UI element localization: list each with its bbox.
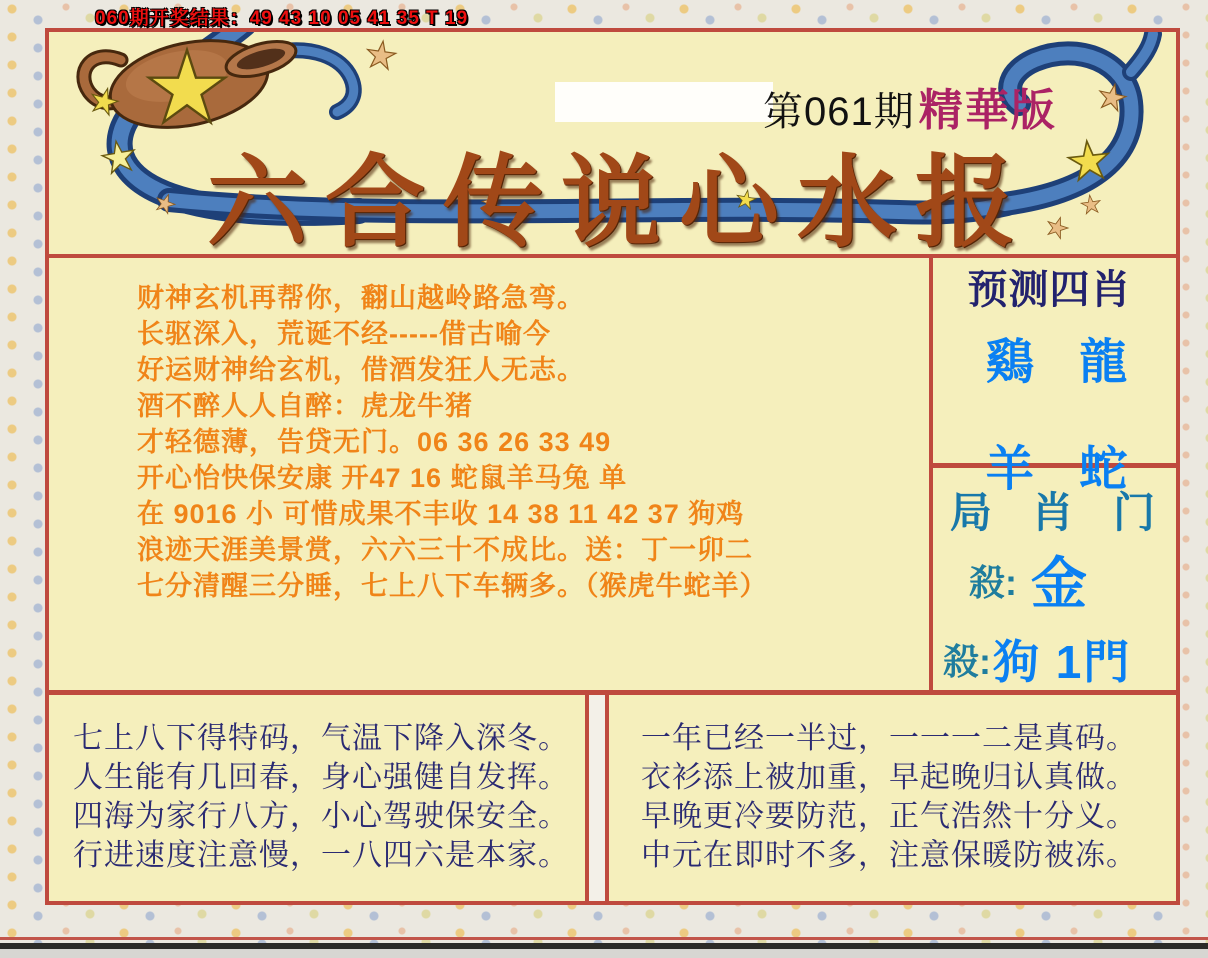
kill-metal-line [969, 540, 1176, 620]
kill-metal-value: 金 [1031, 552, 1087, 615]
poem-line: 衣衫添上被加重，早起晚归认真做。 [641, 761, 1137, 794]
right-column [929, 258, 1176, 690]
bottom-section [49, 695, 1176, 901]
panel-gap [589, 695, 605, 901]
prophecy-line: 在 9016 小 可惜成果不丰收 14 38 11 42 37 狗鸡 [137, 499, 745, 529]
kill-dog-line [943, 626, 1176, 692]
kill-label: 殺: [969, 561, 1017, 603]
middle-section [49, 258, 1176, 695]
edition-label: 精華版 [918, 86, 1057, 135]
poem-line: 早晚更冷要防范，正气浩然十分义。 [641, 800, 1137, 833]
masthead-title: 六合传说心水报 [207, 148, 1033, 258]
poem-line: 一年已经一半过，一一一二是真码。 [641, 722, 1137, 755]
prophecy-line: 财神玄机再帮你，翻山越岭路急弯。 [137, 283, 585, 313]
header-banner [49, 32, 1176, 258]
previous-draw-result: 060期开奖结果：49 43 10 05 41 35 T 19 [95, 8, 469, 29]
prophecy-line: 酒不醉人人自醉：虎龙牛猪 [137, 391, 473, 421]
poem-line: 行进速度注意慢，一八四六是本家。 [73, 839, 569, 872]
poem-line: 七上八下得特码，气温下降入深冬。 [73, 722, 569, 755]
prophecy-line: 好运财神给玄机，借酒发狂人无志。 [137, 355, 585, 385]
four-zodiac-prediction-panel [933, 258, 1176, 496]
zodiac-snake: 蛇 [1079, 443, 1128, 496]
poem-right-panel [605, 695, 1176, 901]
poem-line: 人生能有几回春，身心强健自发挥。 [73, 761, 569, 794]
kill-label: 殺: [943, 640, 991, 682]
prophecy-line: 浪迹天涯美景赏，六六三十不成比。送：丁一卯二 [137, 535, 753, 565]
prophecy-line: 才轻德薄，告贷无门。06 36 26 33 49 [137, 427, 612, 457]
bottom-red-rule [0, 937, 1208, 940]
poem-line: 中元在即时不多，注意保暖防被冻。 [641, 839, 1137, 872]
bureau-title: 局 肖 门 [949, 489, 1170, 536]
prophecy-line: 七分清醒三分睡，七上八下车辆多。（猴虎牛蛇羊） [137, 571, 768, 601]
zodiac-dragon: 龍 [1079, 336, 1128, 389]
scan-white-patch [555, 82, 773, 122]
bureau-panel [933, 468, 1176, 692]
prophecy-text-panel [49, 258, 929, 690]
zodiac-rooster: 鷄 [985, 336, 1034, 389]
bottom-gray-strip [0, 949, 1208, 958]
zodiac-goat: 羊 [985, 443, 1034, 496]
prophecy-line: 长驱深入，荒诞不经-----借古喻今 [137, 319, 551, 349]
prediction-title: 预测四肖 [967, 268, 1132, 312]
issue-number: 第061期 [763, 90, 915, 134]
poem-line: 四海为家行八方，小心驾驶保安全。 [73, 800, 569, 833]
prophecy-line: 开心怡快保安康 开47 16 蛇鼠羊马兔 单 [137, 463, 628, 493]
kill-dog-value: 狗 1門 [993, 636, 1132, 688]
poem-left-panel [49, 695, 589, 901]
main-frame [45, 28, 1180, 905]
